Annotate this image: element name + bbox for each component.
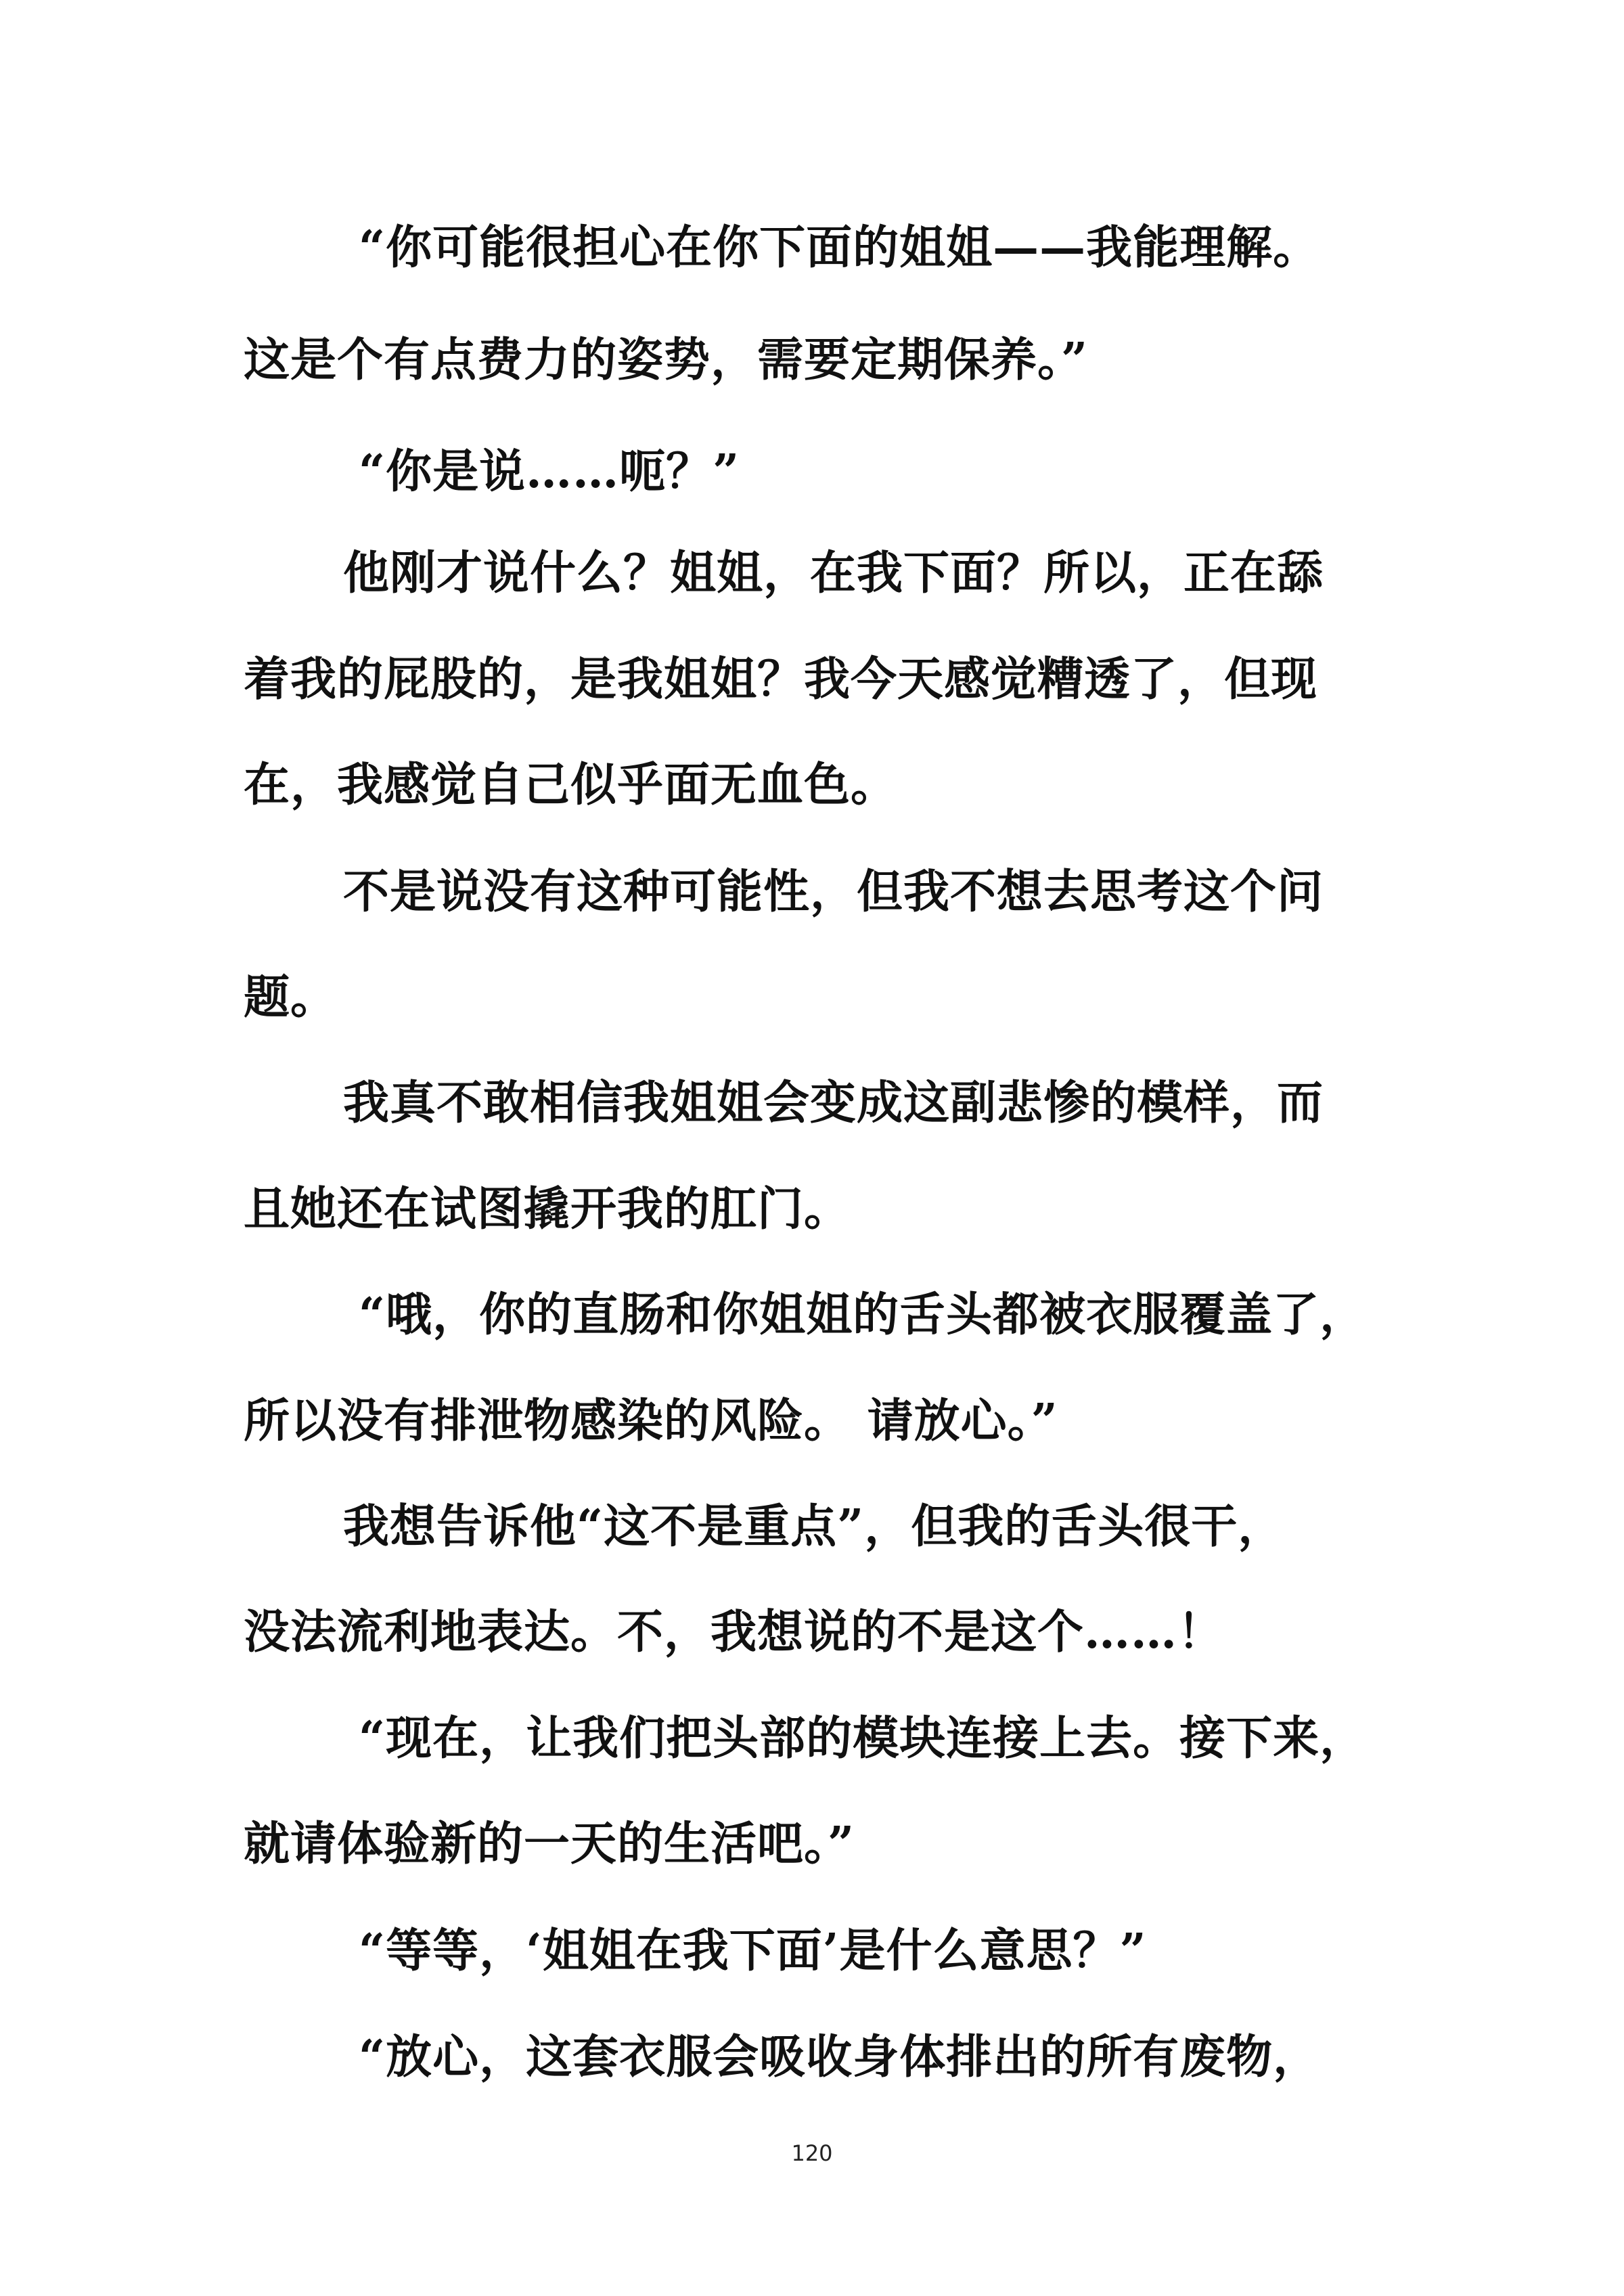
text-line-5: 着我的屁股的，是我姐姐？我今天感觉糟透了，但现 <box>244 652 1318 706</box>
text-line-12: 所以没有排泄物感染的风险。 请放心。” <box>244 1394 1058 1448</box>
text-line-1: “你可能很担心在你下面的姐姐——我能理解。 <box>359 221 1320 275</box>
text-line-17: “等等，‘姐姐在我下面’是什么意思？” <box>359 1924 1147 1978</box>
text-line-14: 没法流利地表达。不，我想说的不是这个……！ <box>244 1605 1225 1659</box>
text-line-6: 在，我感觉自己似乎面无血色。 <box>244 758 898 812</box>
text-line-9: 我真不敢相信我姐姐会变成这副悲惨的模样，而 <box>343 1076 1324 1130</box>
text-line-2: 这是个有点费力的姿势，需要定期保养。” <box>244 333 1089 387</box>
page-number: 120 <box>791 2140 833 2166</box>
text-line-16: 就请体验新的一天的生活吧。” <box>244 1817 855 1871</box>
text-line-3: “你是说……呃？” <box>359 445 740 499</box>
text-line-13: 我想告诉他“这不是重点”，但我的舌头很干， <box>343 1500 1285 1554</box>
text-line-10: 且她还在试图撬开我的肛门。 <box>244 1182 851 1236</box>
text-line-11: “哦，你的直肠和你姐姐的舌头都被衣服覆盖了， <box>359 1288 1367 1342</box>
text-line-15: “现在，让我们把头部的模块连接上去。接下来， <box>359 1711 1367 1765</box>
text-line-7: 不是说没有这种可能性，但我不想去思考这个问 <box>343 865 1324 919</box>
text-line-8: 题。 <box>244 970 338 1025</box>
text-line-4: 他刚才说什么？姐姐，在我下面？所以，正在舔 <box>343 546 1324 600</box>
text-line-18: “放心，这套衣服会吸收身体排出的所有废物， <box>359 2030 1320 2084</box>
